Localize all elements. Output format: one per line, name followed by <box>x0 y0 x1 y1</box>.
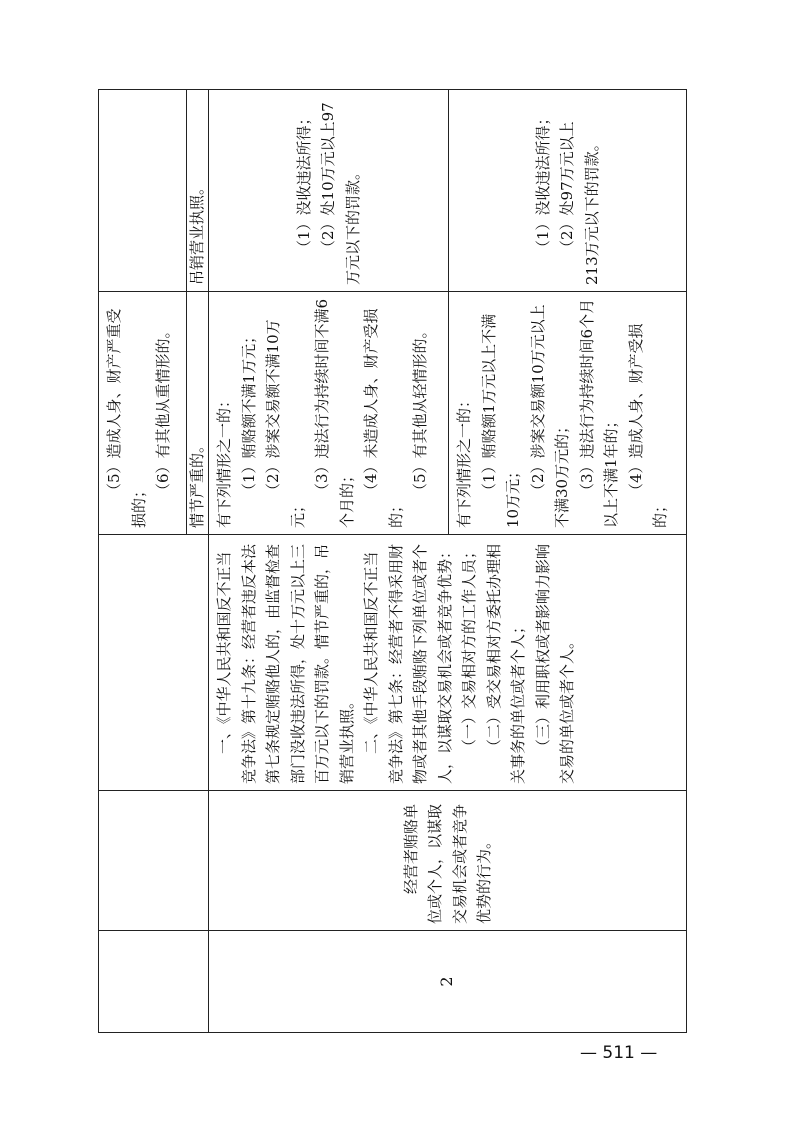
penalty-line: （1）没收违法所得； <box>533 110 552 255</box>
cell-conditions <box>99 292 187 535</box>
cell-basis <box>209 535 687 791</box>
rotated-table-container <box>98 90 686 1033</box>
condition-line: （3）违法行为持续时间不满6个月的； <box>313 298 356 528</box>
condition-line: （1）贿赂额不满1万元； <box>239 328 258 498</box>
penalty-line: （2）处97万元以上213万元以下的罚款。 <box>558 121 601 285</box>
condition-line: （5）造成人身、财产严重受损的； <box>105 308 148 528</box>
condition-line: （4）未造成人身、财产受损的； <box>362 308 405 528</box>
page-number: — 511 — <box>580 1043 658 1063</box>
cell-penalty <box>187 90 209 292</box>
cell-conditions-general <box>449 292 687 535</box>
penalty-line: 吊销营业执照。 <box>188 179 206 285</box>
basis-line: （二）受交易相对方委托办理相关事务的单位或者个人； <box>484 543 527 784</box>
condition-line: 有下列情形之一的： <box>215 392 233 528</box>
condition-line: 有下列情形之一的： <box>455 392 473 528</box>
condition-line: （1）贿赂额1万元以上不满10万元； <box>479 313 522 528</box>
condition-line: （5）有其他从轻情形的。 <box>411 323 429 498</box>
cell-behavior-empty <box>99 791 209 931</box>
condition-line: （4）造成人身、财产受损的； <box>626 323 669 528</box>
cell-number <box>209 931 687 1033</box>
basis-line: 一、《中华人民共和国反不正当竞争法》第十九条：经营者违反本法第七条规定贿赂他人的，由监督检查部门没收违法所得，处十万元以上三百万元以下的罚款。情节严重的，吊销营业执照。 <box>215 543 356 784</box>
basis-line: 二、《中华人民共和国反不正当竞争法》第七条：经营者不得采用财物或者其他手段贿赂下列单位或者个人，以谋取交易机会或者竞争优势： <box>362 543 454 784</box>
table-row <box>99 90 187 1033</box>
condition-line: （6）有其他从重情形的。 <box>154 323 172 498</box>
condition-line: （2）涉案交易额10万元以上不满30万元的； <box>528 304 571 528</box>
row-number: 2 <box>437 976 457 987</box>
cell-conditions <box>187 292 209 535</box>
behavior-text: 经营者贿赂单位或个人，以谋取交易机会或者竞争优势的行为。 <box>401 803 493 924</box>
condition-line: 情节严重的。 <box>188 437 206 528</box>
basis-line: （三）利用职权或者影响力影响交易的单位或者个人。 <box>533 543 576 784</box>
basis-line: （一）交易相对方的工作人员； <box>460 543 478 754</box>
condition-line: （3）违法行为持续时间6个月以上不满1年的； <box>577 298 620 528</box>
penalty-line: （2）处10万元以上97万元以下的罚款。 <box>319 102 362 285</box>
cell-penalty <box>99 90 187 292</box>
cell-number-empty <box>99 931 209 1033</box>
penalty-line: （1）没收违法所得； <box>294 110 313 255</box>
cell-behavior <box>209 791 687 931</box>
cell-penalty-general <box>449 90 687 292</box>
cell-penalty-light <box>209 90 449 292</box>
penalty-table <box>98 89 687 1033</box>
cell-basis-empty <box>99 535 209 791</box>
cell-conditions-light <box>209 292 449 535</box>
condition-line: （2）涉案交易额不满10万元； <box>264 319 307 528</box>
table-row <box>209 90 449 1033</box>
